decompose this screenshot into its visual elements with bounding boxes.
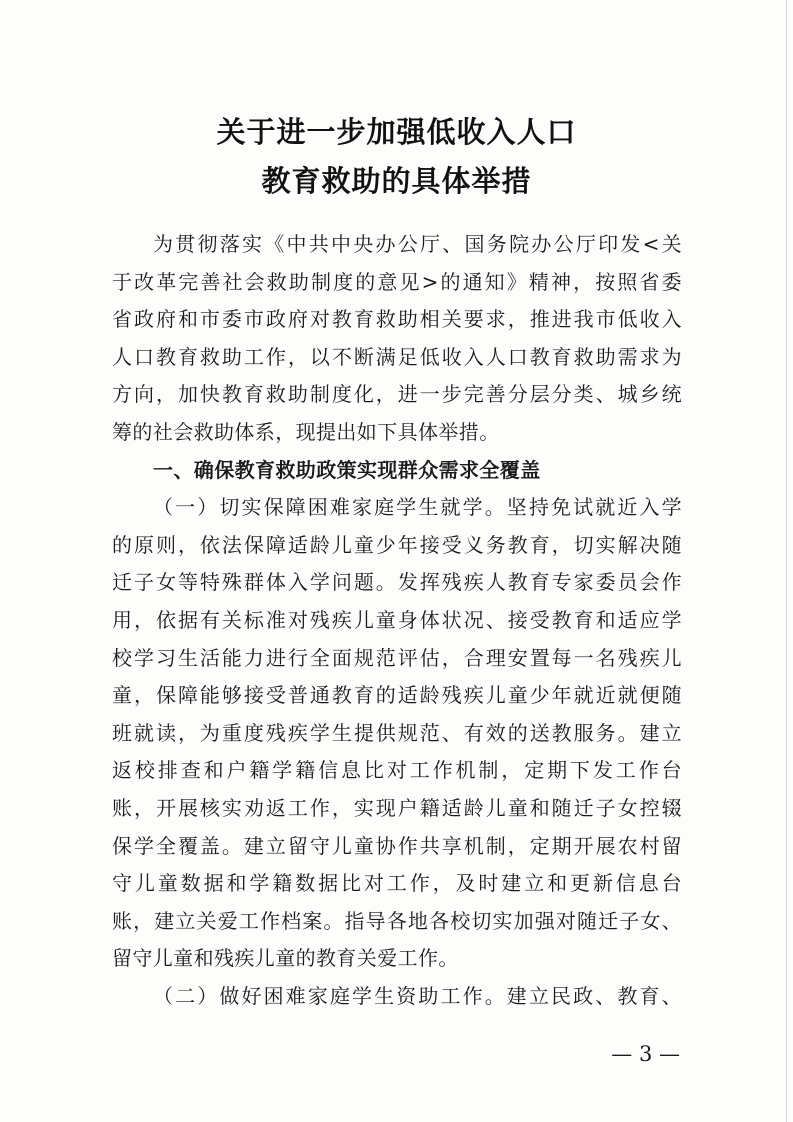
page-number: — 3 — [611, 1042, 680, 1066]
body-line: 班就读，为重度残疾学生提供规范、有效的送教服务。建立 [112, 721, 682, 745]
body-line: 账，开展核实劝返工作，实现户籍适龄儿童和随迁子女控辍 [112, 796, 682, 820]
body-line: 为贯彻落实《中共中央办公厅、国务院办公厅印发<关 [153, 232, 682, 256]
document-title-line-1: 关于进一步加强低收入人口 [216, 115, 577, 149]
body-line: 的原则，依法保障适龄儿童少年接受义务教育，切实解决随 [112, 533, 682, 557]
body-line: 用，依据有关标准对残疾儿童身体状况、接受教育和适应学 [112, 608, 682, 632]
body-line: 返校排查和户籍学籍信息比对工作机制，定期下发工作台 [112, 758, 682, 782]
document-title-line-2: 教育救助的具体举措 [261, 164, 532, 198]
body-line: 校学习生活能力进行全面规范评估，合理安置每一名残疾儿 [112, 646, 682, 670]
section-heading: 一、确保教育救助政策实现群众需求全覆盖 [153, 458, 541, 482]
body-line: 迁子女等特殊群体入学问题。发挥残疾人教育专家委员会作 [112, 570, 682, 594]
body-line: 保学全覆盖。建立留守儿童协作共享机制，定期开展农村留 [112, 834, 682, 858]
body-line: 省政府和市委市政府对教育救助相关要求，推进我市低收入 [112, 307, 682, 331]
body-line: （二）做好困难家庭学生资助工作。建立民政、教育、 [153, 984, 682, 1008]
body-line: 方向，加快教育救助制度化，进一步完善分层分类、城乡统 [112, 382, 682, 406]
body-line: 童，保障能够接受普通教育的适龄残疾儿童少年就近就便随 [112, 683, 682, 707]
body-line: （一）切实保障困难家庭学生就学。坚持免试就近入学 [153, 495, 682, 519]
body-line: 留守儿童和残疾儿童的教育关爱工作。 [112, 946, 459, 970]
body-line: 筹的社会救助体系，现提出如下具体举措。 [112, 420, 500, 444]
body-line: 人口教育救助工作，以不断满足低收入人口教育救助需求为 [112, 345, 682, 369]
body-line: 于改革完善社会救助制度的意见>的通知》精神，按照省委 [112, 270, 682, 294]
body-line: 账，建立关爱工作档案。指导各地各校切实加强对随迁子女、 [112, 909, 682, 933]
body-line: 守儿童数据和学籍数据比对工作，及时建立和更新信息台 [112, 871, 682, 895]
